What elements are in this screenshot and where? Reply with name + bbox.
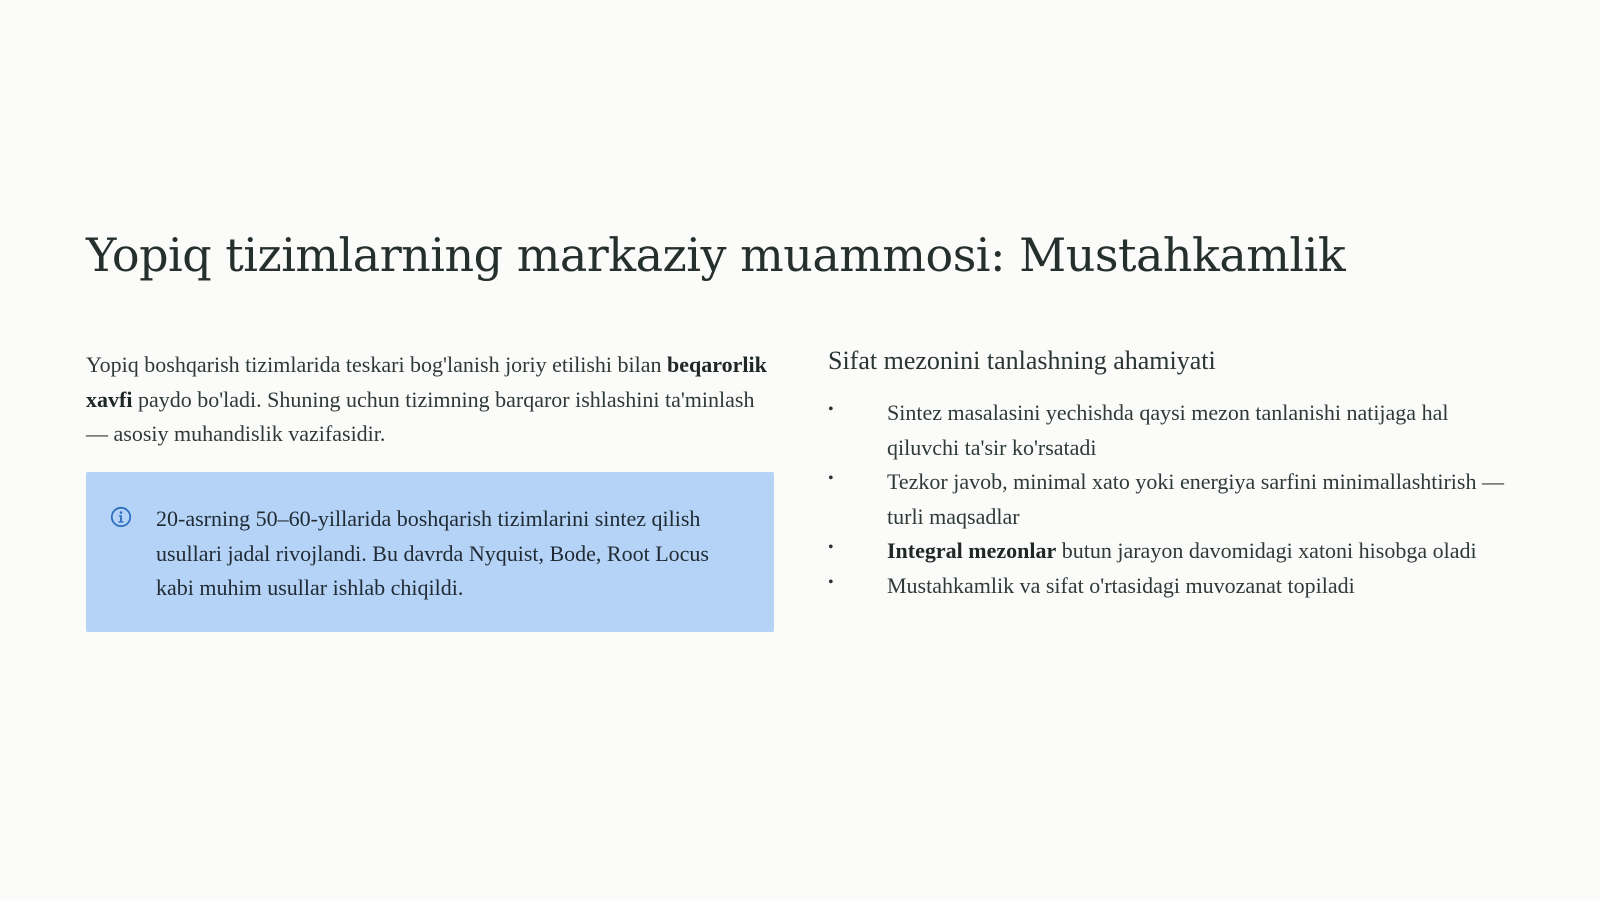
- intro-text-end: paydo bo'ladi. Shuning uchun tizimning barqaror ishlashini ta'minlash — asosiy muhandislik vazifasidir.: [86, 386, 755, 446]
- bullet-dot: •: [828, 470, 834, 487]
- bullet-dot: •: [828, 573, 834, 591]
- slide-title: Yopiq tizimlarning markaziy muammosi: Mustahkamlik: [86, 228, 1346, 282]
- section-heading: Sifat mezonini tanlashning ahamiyati: [828, 346, 1216, 375]
- left-column: [86, 348, 776, 600]
- callout-text: 20-asrning 50–60-yillarida boshqarish tizimlarini sintez qilish usullari jadal rivojlandi. Bu davrda Nyquist, Bode, Root Locus kabi muhim usullar ishlab chiqildi.: [156, 506, 709, 600]
- bullet-text: Sintez masalasini yechishda qaysi mezon tanlanishi natijaga hal qiluvchi ta'sir ko'rsatadi: [887, 400, 1449, 460]
- bullet-text: butun jarayon davomidagi xatoni hisobga oladi: [1056, 538, 1477, 563]
- intro-paragraph: [86, 348, 776, 452]
- bullet-text: Tezkor javob, minimal xato yoki energiya sarfini minimallashtirish — turli maqsadlar: [887, 469, 1504, 529]
- list-item: [828, 569, 1518, 604]
- bullet-dot: •: [828, 539, 834, 556]
- list-item: [828, 396, 1518, 465]
- list-item: [828, 534, 1518, 569]
- info-callout: [86, 472, 774, 632]
- bullet-emphasis: Integral mezonlar: [887, 538, 1057, 563]
- intro-emphasis: beqarorlik xavfi: [86, 352, 767, 412]
- bullet-dot: •: [828, 401, 834, 418]
- list-item: [828, 465, 1518, 534]
- info-circle-icon: [110, 506, 132, 528]
- right-column: [828, 346, 1518, 603]
- bullet-text: Mustahkamlik va sifat o'rtasidagi muvozanat topiladi: [887, 572, 1355, 598]
- bullet-list: [828, 396, 1518, 603]
- intro-text-start: Yopiq boshqarish tizimlarida teskari bog'lanish joriy etilishi bilan: [86, 352, 668, 377]
